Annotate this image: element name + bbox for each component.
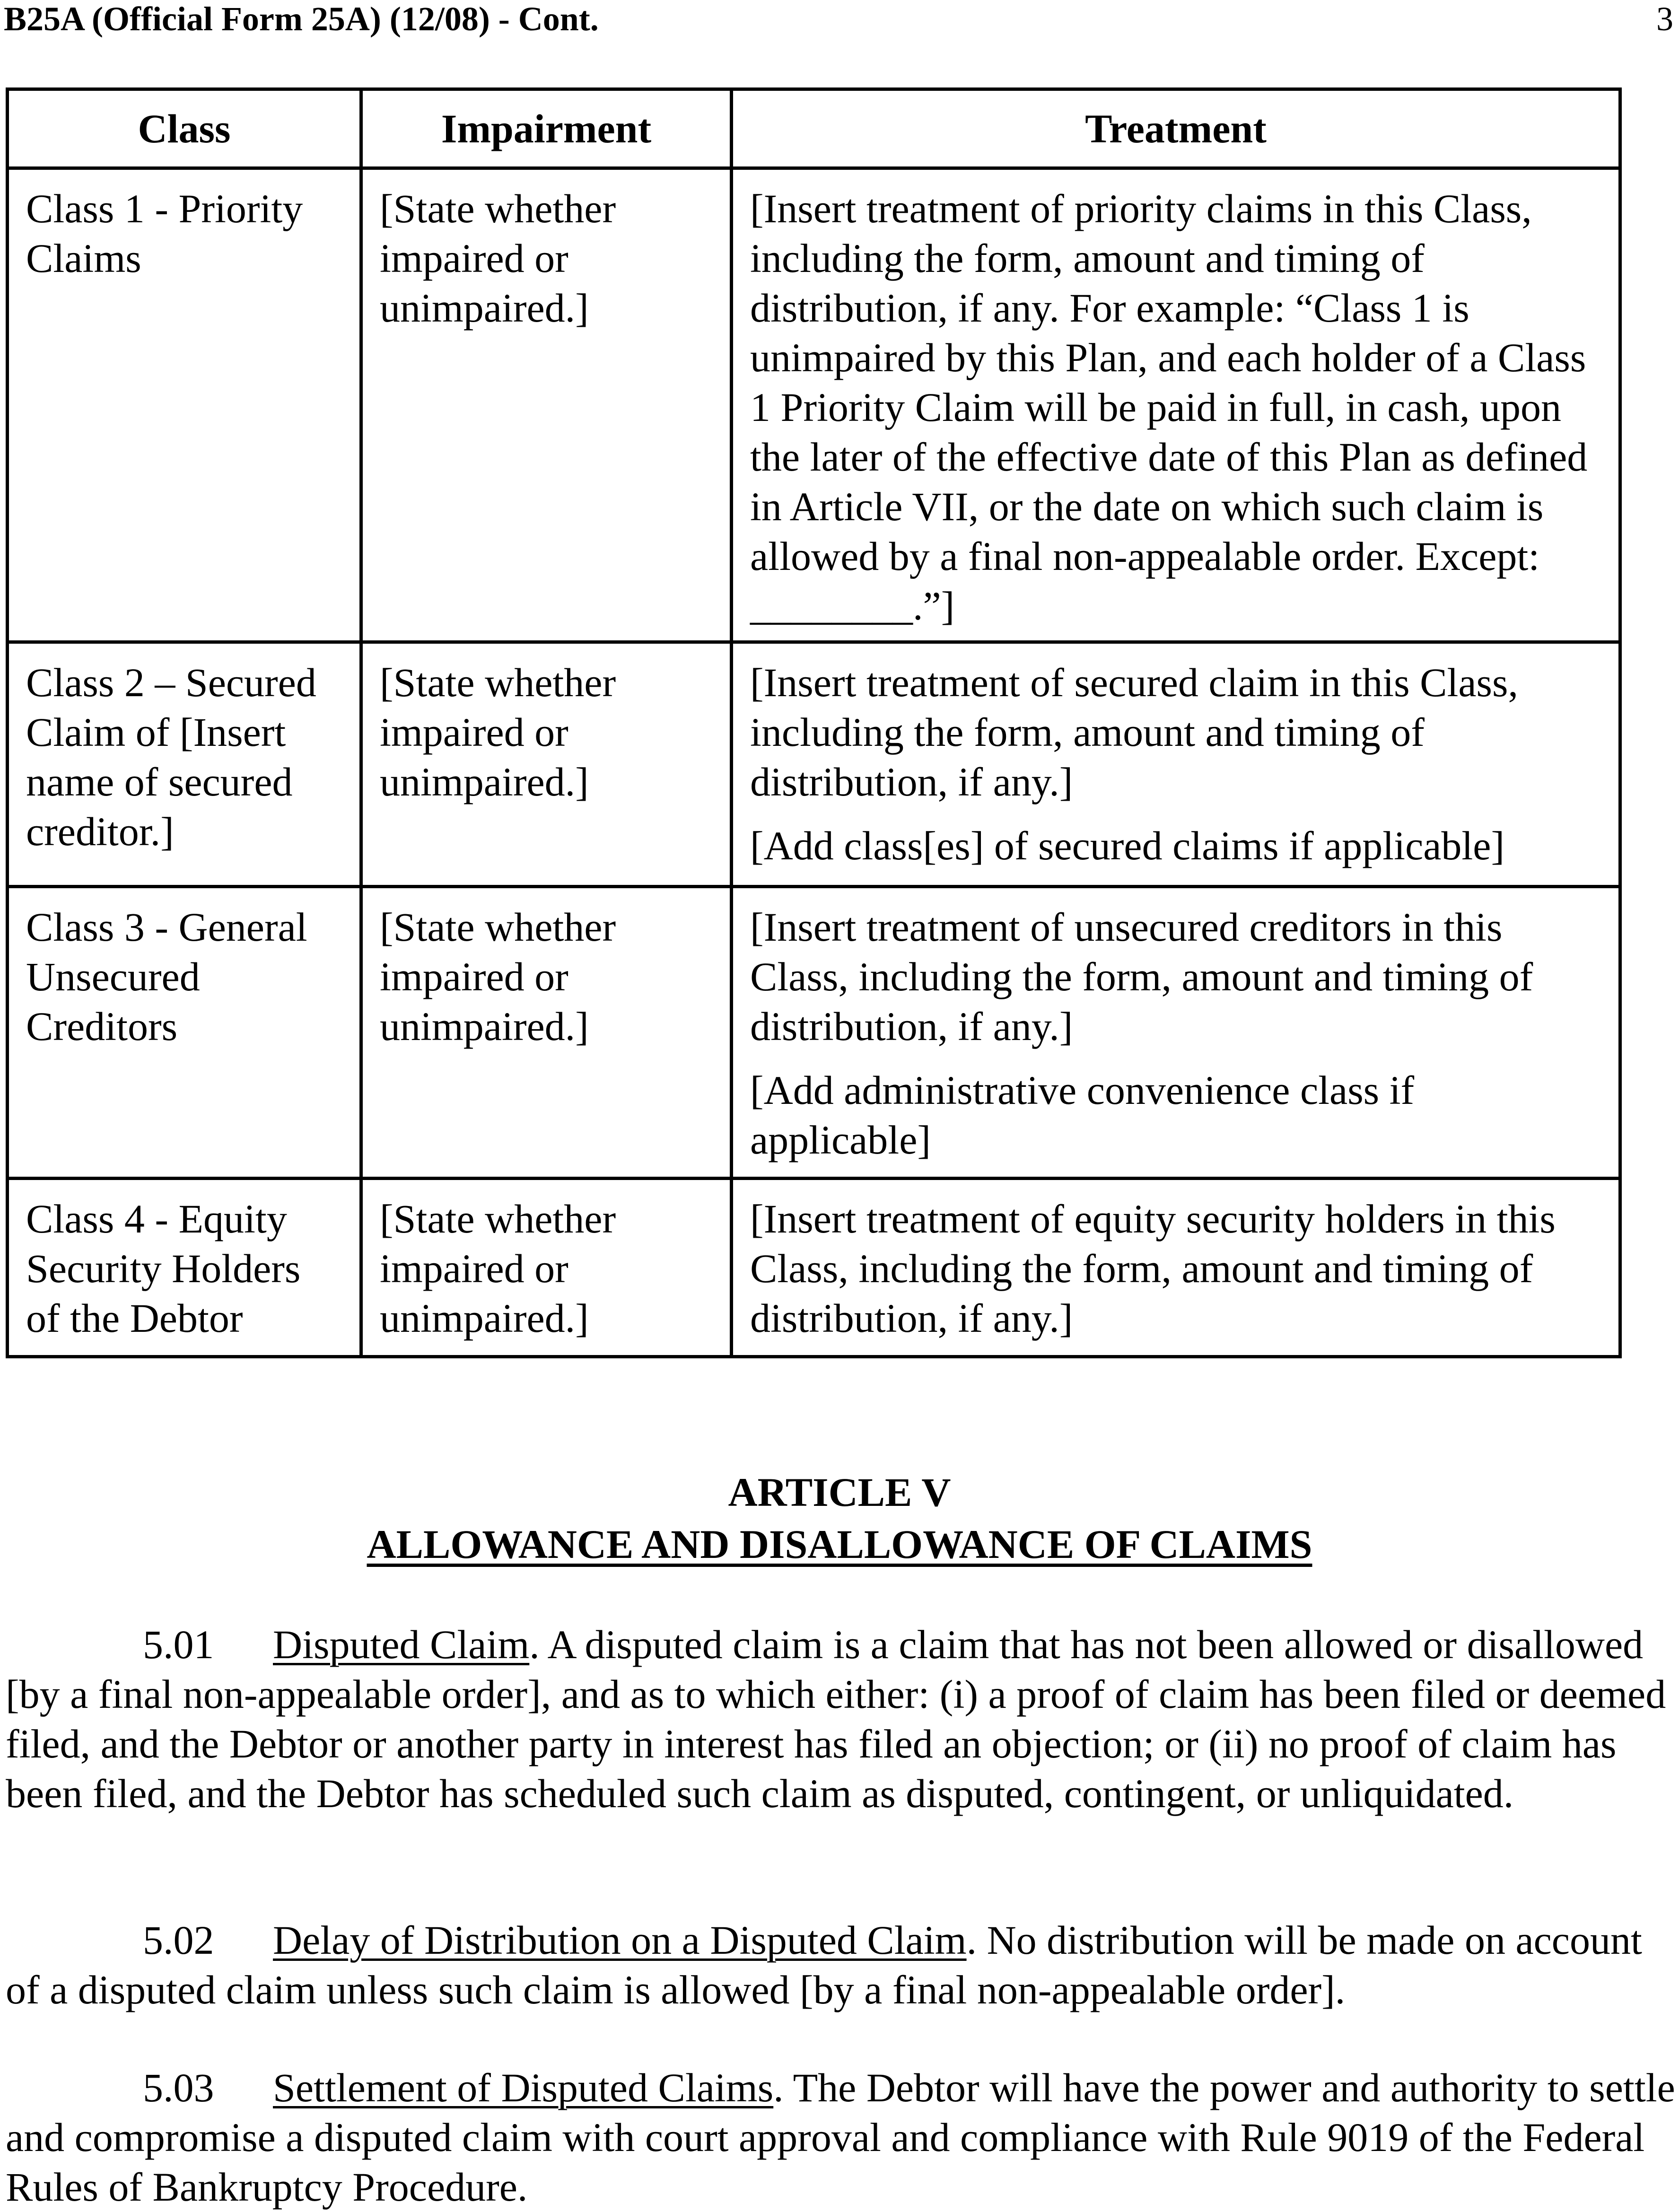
article-number: ARTICLE V [728,1469,951,1515]
section-number: 5.01 [143,1622,214,1667]
class-cell: Class 2 – Secured Claim of [Insert name of secured creditor.] [8,642,361,887]
treatment-text: [Insert treatment of equity security holders in this Class, including the form, amount and timing of distribution, if any.] [750,1196,1556,1341]
column-header-impairment: Impairment [361,89,732,168]
impairment-cell: [State whether impaired or unimpaired.] [361,887,732,1179]
column-header-treatment: Treatment [732,89,1620,168]
section-5-03 [6,2063,1679,2212]
claims-classification-table [6,87,1622,1358]
class-cell: Class 1 - Priority Claims [8,168,361,642]
treatment-text: [Insert treatment of unsecured creditors in this Class, including the form, amount and timing of distribution, if any.] [750,904,1533,1049]
page-header [4,0,1673,43]
class-cell: Class 3 - General Unsecured Creditors [8,887,361,1179]
form-title: B25A (Official Form 25A) (12/08) - Cont. [4,0,599,38]
section-heading: Settlement of Disputed Claims [273,2065,774,2110]
treatment-cell [732,1179,1620,1357]
section-heading: Disputed Claim [273,1622,530,1667]
section-number: 5.02 [143,1917,214,1963]
class-cell: Class 4 - Equity Security Holders of the Debtor [8,1179,361,1357]
section-5-02 [6,1915,1679,2015]
column-header-class: Class [8,89,361,168]
impairment-cell: [State whether impaired or unimpaired.] [361,1179,732,1357]
article-title-text: ALLOWANCE AND DISALLOWANCE OF CLAIMS [367,1521,1312,1567]
section-heading: Delay of Distribution on a Disputed Claim [273,1917,967,1963]
section-5-01 [6,1620,1679,1819]
treatment-text: [Insert treatment of priority claims in this Class, including the form, amount and timing of distribution, if any. For example: “Class 1 is unimpaired by this Plan, and each holder of a Class 1 Priority Claim will be paid in full, in cash, upon the later of the effective date of this Plan as defined in Article VII, or the date on which such claim is allowed by a final non-appealable order. Except: ________.”] [750,186,1588,629]
table-row [8,168,1620,642]
treatment-text: [Insert treatment of secured claim in this Class, including the form, amount and timing of distribution, if any.] [750,660,1518,804]
table-row [8,642,1620,887]
table-row [8,887,1620,1179]
treatment-cell [732,887,1620,1179]
section-number: 5.03 [143,2065,214,2110]
section-body: . A disputed claim is a claim that has not been allowed or disallowed [by a final non-appealable order], and as to which either: (i) a proof of claim has been filed or deemed filed, and the Debtor or another party in interest has filed an objection; or (ii) no proof of claim has been filed, and the Debtor has scheduled such claim as disputed, contingent, or unliquidated. [6,1622,1666,1816]
impairment-cell: [State whether impaired or unimpaired.] [361,642,732,887]
table-row [8,1179,1620,1357]
page-number: 3 [1656,0,1673,38]
article-title [0,1518,1679,1570]
section-body: . No distribution will be made on account of a disputed claim unless such claim is allowed [by a final non-appealable order]. [6,1917,1642,2012]
treatment-note: [Add class[es] of secured claims if applicable] [750,823,1505,868]
impairment-cell: [State whether impaired or unimpaired.] [361,168,732,642]
treatment-cell [732,168,1620,642]
treatment-note: [Add administrative convenience class if applicable] [750,1067,1415,1163]
section-body: . The Debtor will have the power and authority to settle and compromise a disputed claim with court approval and compliance with Rule 9019 of the Federal Rules of Bankruptcy Procedure. [6,2065,1675,2210]
table-header-row [8,89,1620,168]
treatment-cell [732,642,1620,887]
